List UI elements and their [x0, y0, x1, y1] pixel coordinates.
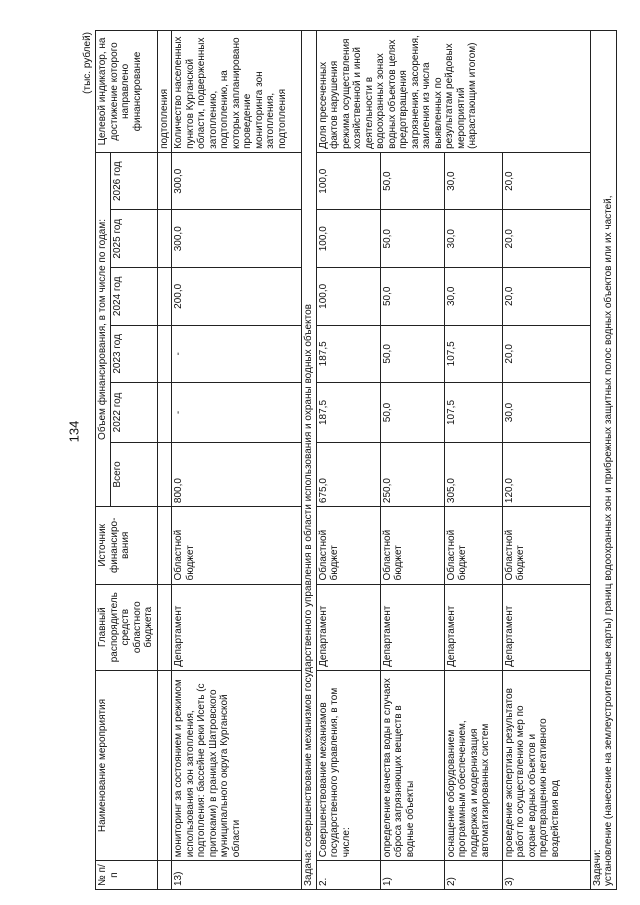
- section-task: Задача: совершенствование механизмов государственного управления в области использования и охраны водных объектов: [302, 31, 317, 890]
- bottom-task-text: установление (нанесение на землеустроительные карты) границ водоохранных зон и прибрежных защитных полос водных объектов или их частей,: [603, 195, 614, 886]
- cell-2026: 100,0: [316, 152, 380, 210]
- cell-2024: 50,0: [380, 268, 444, 326]
- cell-2024: 20,0: [502, 268, 590, 326]
- header-2022: 2022 год: [110, 383, 157, 443]
- cell-name: оснащение оборудованием программным обеспечением, поддержка и модернизация автоматизированных систем: [444, 670, 502, 860]
- bottom-task-cell: [590, 31, 616, 890]
- cell-2022: 30,0: [502, 383, 590, 443]
- cell-num: 2): [444, 861, 502, 890]
- cell-manager: Департамент: [444, 584, 502, 670]
- cell-2026: 30,0: [444, 152, 502, 210]
- cell-total: 250,0: [380, 442, 444, 506]
- header-num: № п/п: [96, 861, 158, 890]
- cell-2025: 30,0: [444, 210, 502, 268]
- header-source: Источник финансиро-вания: [96, 507, 158, 584]
- financing-table: [95, 30, 617, 890]
- header-total: Всего: [110, 442, 157, 506]
- cell-2025: 50,0: [380, 210, 444, 268]
- cell-source: Областной бюджет: [316, 507, 380, 584]
- table-row: [444, 31, 502, 890]
- cell-source: Областной бюджет: [380, 507, 444, 584]
- cell-name: Совершенствование механизмов государственного управления, в том числе:: [316, 670, 380, 860]
- cell-source: Областной бюджет: [172, 507, 302, 584]
- cell-2025: 300,0: [172, 210, 302, 268]
- cell-2022: 50,0: [380, 383, 444, 443]
- cell-total: 675,0: [316, 442, 380, 506]
- cell-manager: Департамент: [172, 584, 302, 670]
- section-row: [590, 31, 616, 890]
- cell-2026: 20,0: [502, 152, 590, 210]
- table-row: [157, 31, 172, 890]
- cell-manager: Департамент: [316, 584, 380, 670]
- header-2026: 2026 год: [110, 152, 157, 210]
- header-manager: Главный распорядитель средств областного бюджета: [96, 584, 158, 670]
- cell-2023: 107,5: [444, 325, 502, 383]
- cell-manager: Департамент: [502, 584, 590, 670]
- page-number: 134: [66, 420, 82, 443]
- cell-name: определение качества воды в случаях сброса загрязняющих веществ в водные объекты: [380, 670, 444, 860]
- cell-2024: 100,0: [316, 268, 380, 326]
- table-row: [172, 31, 302, 890]
- cell-2023: 187,5: [316, 325, 380, 383]
- cell-manager: Департамент: [380, 584, 444, 670]
- indicator-part-1: Доля пресеченных фактов нарушения режима осуществления хозяйственной и иной деятельности в водоохранных зонах водных объектов: [317, 38, 398, 149]
- header-2023: 2023 год: [110, 325, 157, 383]
- cell-2022: -: [172, 383, 302, 443]
- rotated-page: [82, 30, 612, 890]
- header-2025: 2025 год: [110, 210, 157, 268]
- table-row: [380, 31, 444, 890]
- cell-indicator: Количество населенных пунктов Курганской области, подверженных затоплению, подтоплению, на которых запланировано проведение мониторинга зон затопления, подтопления: [172, 31, 302, 153]
- cell-2025: 20,0: [502, 210, 590, 268]
- cell-num: 2.: [316, 861, 380, 890]
- cell-num: 3): [502, 861, 590, 890]
- cell-total: 305,0: [444, 442, 502, 506]
- indicator-part-2: целях предотвращения загрязнения, засорения, заиления из числа выявленных по результатам рейдовых мероприятий (нарастающим итогом): [386, 35, 478, 149]
- bottom-task-label: Задачи:: [591, 849, 603, 886]
- table-row: [502, 31, 590, 890]
- cell-2026: 300,0: [172, 152, 302, 210]
- header-indicator: Целевой индикатор, на достижение которого направлено финансирование: [96, 31, 158, 153]
- cell-indicator: подтопления: [157, 31, 172, 153]
- cell-total: 800,0: [172, 442, 302, 506]
- cell-name: проведение экспертизы результатов работ по осуществлению мер по охране водных объектов и предотвращению негативного воздействия вод: [502, 670, 590, 860]
- cell-2026: 50,0: [380, 152, 444, 210]
- header-2024: 2024 год: [110, 268, 157, 326]
- cell-2023: 20,0: [502, 325, 590, 383]
- table-row: [316, 31, 380, 890]
- cell-num: 13): [172, 861, 302, 890]
- cell-2024: 30,0: [444, 268, 502, 326]
- cell-2022: 187,5: [316, 383, 380, 443]
- cell-2025: 100,0: [316, 210, 380, 268]
- section-row: [302, 31, 317, 890]
- cell-source: Областной бюджет: [444, 507, 502, 584]
- cell-num: 1): [380, 861, 444, 890]
- header-name: Наименование мероприятия: [96, 670, 158, 860]
- cell-total: 120,0: [502, 442, 590, 506]
- header-volume: Объем финансирования, в том числе по годам:: [96, 152, 111, 506]
- cell-name: мониторинг за состоянием и режимом использования зон затопления, подтопления: бассейне реки Исеть (с притоками) в границах Шатровского муниципального округа Курганской области: [172, 670, 302, 860]
- cell-2024: 200,0: [172, 268, 302, 326]
- cell-2023: -: [172, 325, 302, 383]
- cell-indicator: [316, 31, 590, 153]
- cell-2022: 107,5: [444, 383, 502, 443]
- units-label: (тыс. рублей): [82, 32, 93, 94]
- cell-source: Областной бюджет: [502, 507, 590, 584]
- cell-2023: 50,0: [380, 325, 444, 383]
- header-row-1: [96, 31, 111, 890]
